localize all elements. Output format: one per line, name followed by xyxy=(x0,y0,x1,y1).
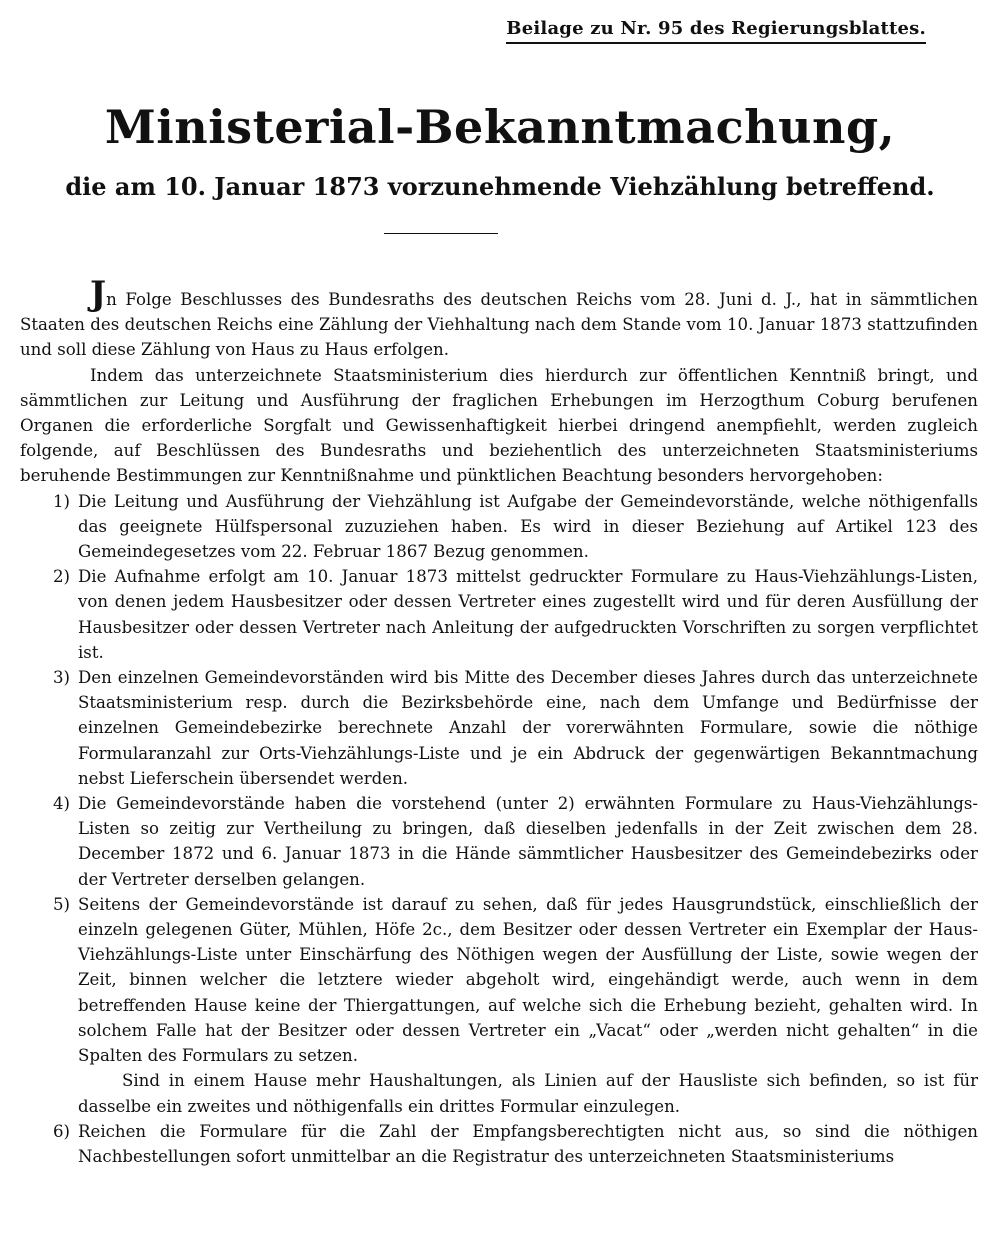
document-body xyxy=(20,274,978,1169)
provision-number: 1) xyxy=(52,491,70,511)
provision-number: 5) xyxy=(52,894,70,914)
provision-text: Die Aufnahme erfolgt am 10. Januar 1873 mittelst gedruckter Formulare zu Haus-Viehzählungs-Listen, von denen jedem Hausbesitzer oder dessen Vertreter eines zugestellt wird und für deren Ausfüllung der Hausbesitzer oder dessen Vertreter nach Anleitung der aufgedruckten Vorschriften zu sorgen verpflichtet ist. xyxy=(78,567,978,662)
title-divider xyxy=(384,233,498,234)
provision-5-addendum: Sind in einem Hause mehr Haushaltungen, als Linien auf der Hausliste sich befinden, so ist für dasselbe ein zweites und nöthigenfalls ein drittes Formular einzulegen. xyxy=(78,1071,978,1116)
provision-number: 3) xyxy=(52,668,70,688)
provision-item-3 xyxy=(20,665,978,791)
provision-number: 6) xyxy=(52,1121,70,1141)
provision-item-6 xyxy=(20,1119,978,1169)
document-title: Ministerial-Bekanntmachung, xyxy=(104,100,896,154)
provision-text: Die Gemeindevorstände haben die vorstehend (unter 2) erwähnten Formulare zu Haus-Viehzählungs-Listen so zeitig zur Vertheilung zu bringen, daß dieselben jedenfalls in der Zeit zwischen dem 28. December 1872 und 6. Januar 1873 in die Hände sämmtlicher Hausbesitzer des Gemeindebezirks oder der Vertreter derselben gelangen. xyxy=(78,794,978,889)
provision-item-2 xyxy=(20,564,978,665)
provision-text: Den einzelnen Gemeindevorständen wird bis Mitte des December dieses Jahres durch das unterzeichnete Staatsministerium resp. durch die Bezirksbehörde eine, nach dem Umfange und Bedürfnisse der einzelnen Gemeindebezirke berechnete Anzahl der vorerwähnten Formulare, sowie die nöthige Formularanzahl zur Orts-Viehzählungs-Liste und je ein Abdruck der gegenwärtigen Bekanntmachung nebst Lieferschein übersendet werden. xyxy=(78,668,978,788)
provision-text: Die Leitung und Ausführung der Viehzählung ist Aufgabe der Gemeindevorstände, welche nöthigenfalls das geeignete Hülfspersonal zuzuziehen haben. Es wird in dieser Beziehung auf Artikel 123 des Gemeindegesetzes vom 22. Februar 1867 Bezug genommen. xyxy=(78,491,978,562)
provision-text: Reichen die Formulare für die Zahl der Empfangsberechtigten nicht aus, so sind die nöthigen Nachbestellungen sofort unmittelbar an die Registratur des unterzeichneten Staatsministeriums xyxy=(78,1121,978,1166)
provision-number: 2) xyxy=(52,567,70,587)
provision-item-1 xyxy=(20,489,978,565)
provision-item-4 xyxy=(20,791,978,892)
provision-number: 4) xyxy=(52,794,70,814)
drop-cap: J xyxy=(90,274,107,314)
intro-text: n Folge Beschlusses des Bundesraths des deutschen Reichs vom 28. Juni d. J., hat in sämmtlichen Staaten des deutschen Reichs eine Zählung der Viehhaltung nach dem Stande vom 10. Januar 1873 stattzufinden und soll diese Zählung von Haus zu Haus erfolgen. xyxy=(20,290,978,360)
provision-item-5 xyxy=(20,892,978,1068)
document-subtitle: die am 10. Januar 1873 vorzunehmende Viehzählung betreffend. xyxy=(65,172,935,201)
announcement-paragraph: Indem das unterzeichnete Staatsministerium dies hierdurch zur öffentlichen Kenntniß bringt, und sämmtlichen zur Leitung und Ausführung der fraglichen Erhebungen im Herzogthum Coburg berufenen Organen die erforderliche Sorgfalt und Gewissenhaftigkeit hierbei dringend anempfiehlt, werden zugleich folgende, auf Beschlüssen des Bundesraths und beziehentlich des unterzeichneten Staatsministeriums beruhende Bestimmungen zur Kenntnißnahme und pünktlichen Beachtung besonders hervorgehoben: xyxy=(20,365,978,486)
provision-text: Seitens der Gemeindevorstände ist darauf zu sehen, daß für jedes Hausgrundstück, einschließlich der einzeln gelegenen Güter, Mühlen, Höfe 2c., dem Besitzer oder dessen Vertreter ein Exemplar der Haus-Viehzählungs-Liste unter Einschärfung des Nöthigen wegen der Ausfüllung der Liste, sowie wegen der Zeit, binnen welcher die letztere wieder abgeholt wird, eingehändigt werde, auch wenn in dem betreffenden Hause keine der Thiergattungen, auf welche sich die Erhebung bezieht, gehalten wird. In solchem Falle hat der Besitzer oder dessen Vertreter ein „Vacat“ oder „werden nicht gehalten“ in die Spalten des Formulars zu setzen. xyxy=(78,894,978,1066)
intro-paragraph xyxy=(20,274,978,363)
gazette-reference: Beilage zu Nr. 95 des Regierungsblattes. xyxy=(506,18,926,44)
